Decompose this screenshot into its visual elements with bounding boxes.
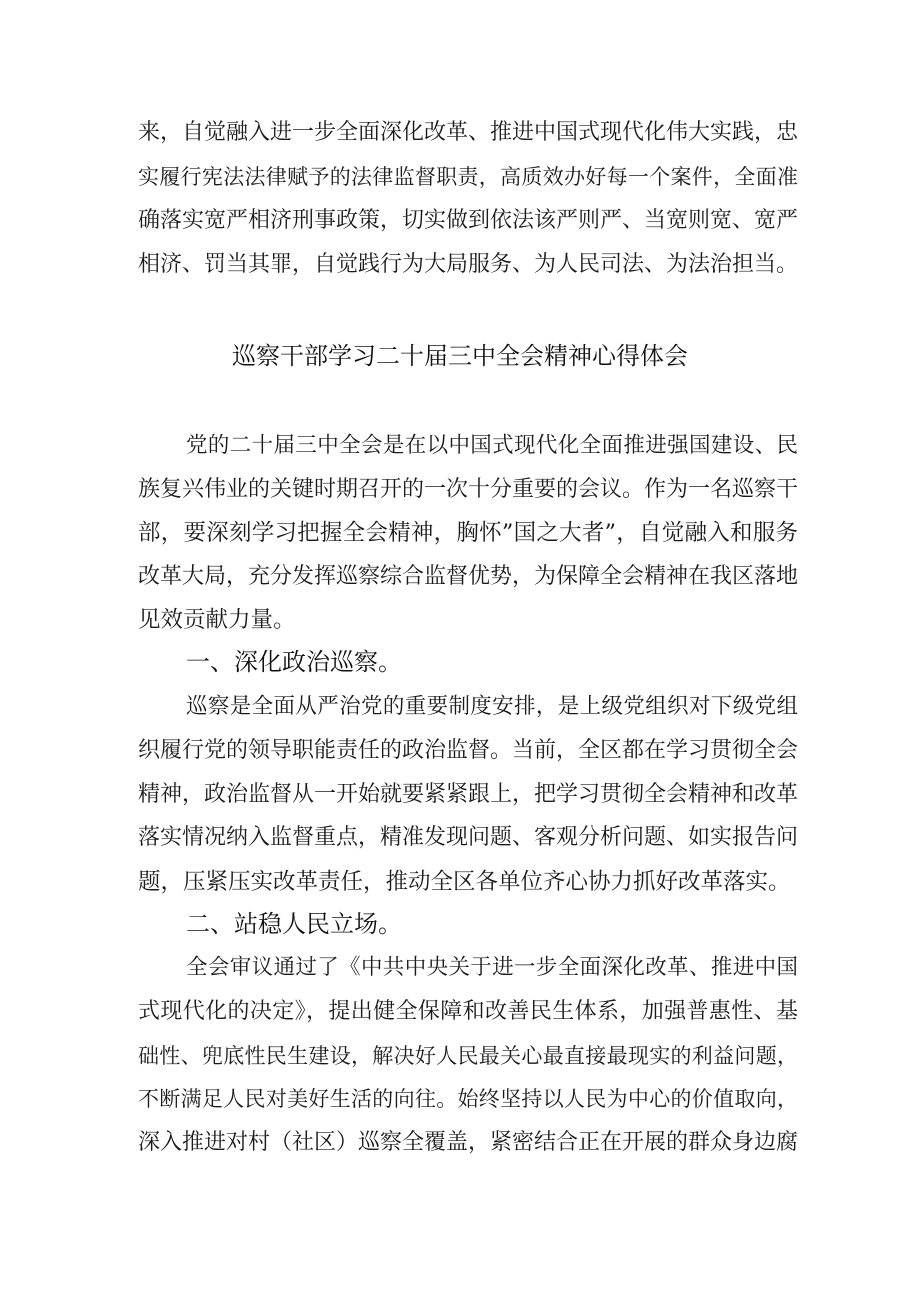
section-heading: 一、深化政治巡察。 <box>186 648 402 676</box>
section1-line: 落实情况纳入监督重点，精准发现问题、客观分析问题、如实报告问 <box>138 825 799 850</box>
paragraph-line: 相济、罚当其罪，自觉践行为大局服务、为人民司法、为法治担当。 <box>138 252 799 277</box>
section2-line: 不断满足人民对美好生活的向往。始终坚持以人民为中心的价值取向， <box>138 1087 798 1111</box>
section1-line: 精神，政治监督从一开始就要紧紧跟上，把学习贯彻全会精神和改革 <box>138 782 799 807</box>
intro-line: 党的二十届三中全会是在以中国式现代化全面推进强国建设、民 <box>186 433 798 458</box>
paragraph-line: 来，自觉融入进一步全面深化改革、推进中国式现代化伟大实践，忠 <box>138 120 799 145</box>
article-title: 巡察干部学习二十届三中全会精神心得体会 <box>232 342 688 370</box>
section2-line: 础性、兜底性民生建设，解决好人民最关心最直接最现实的利益问题， <box>138 1044 798 1068</box>
paragraph-line: 实履行宪法法律赋予的法律监督职责，高质效办好每一个案件，全面准 <box>138 165 798 189</box>
section-heading: 二、站稳人民立场。 <box>186 910 402 938</box>
intro-line: 改革大局，充分发挥巡察综合监督优势，为保障全会精神在我区落地 <box>138 564 799 589</box>
section1-line: 题，压紧压实改革责任，推动全区各单位齐心协力抓好改革落实。 <box>138 869 791 895</box>
section2-line: 全会审议通过了《中共中央关于进一步全面深化改革、推进中国 <box>186 955 798 980</box>
section1-line: 织履行党的领导职能责任的政治监督。当前，全区都在学习贯彻全会 <box>138 738 799 763</box>
paragraph-line: 确落实宽严相济刑事政策，切实做到依法该严则严、当宽则宽、宽严 <box>138 208 799 233</box>
intro-line: 见效贡献力量。 <box>138 607 296 633</box>
section2-line: 深入推进对村（社区）巡察全覆盖，紧密结合正在开展的群众身边腐 <box>138 1130 799 1155</box>
section2-line: 式现代化的决定》，提出健全保障和改善民生体系，加强普惠性、基 <box>138 999 798 1024</box>
intro-line: 部，要深刻学习把握全会精神，胸怀”国之大者”，自觉融入和服务 <box>138 520 798 546</box>
section1-line: 巡察是全面从严治党的重要制度安排，是上级党组织对下级党组 <box>186 694 798 719</box>
intro-line: 族复兴伟业的关键时期召开的一次十分重要的会议。作为一名巡察干 <box>138 477 799 502</box>
